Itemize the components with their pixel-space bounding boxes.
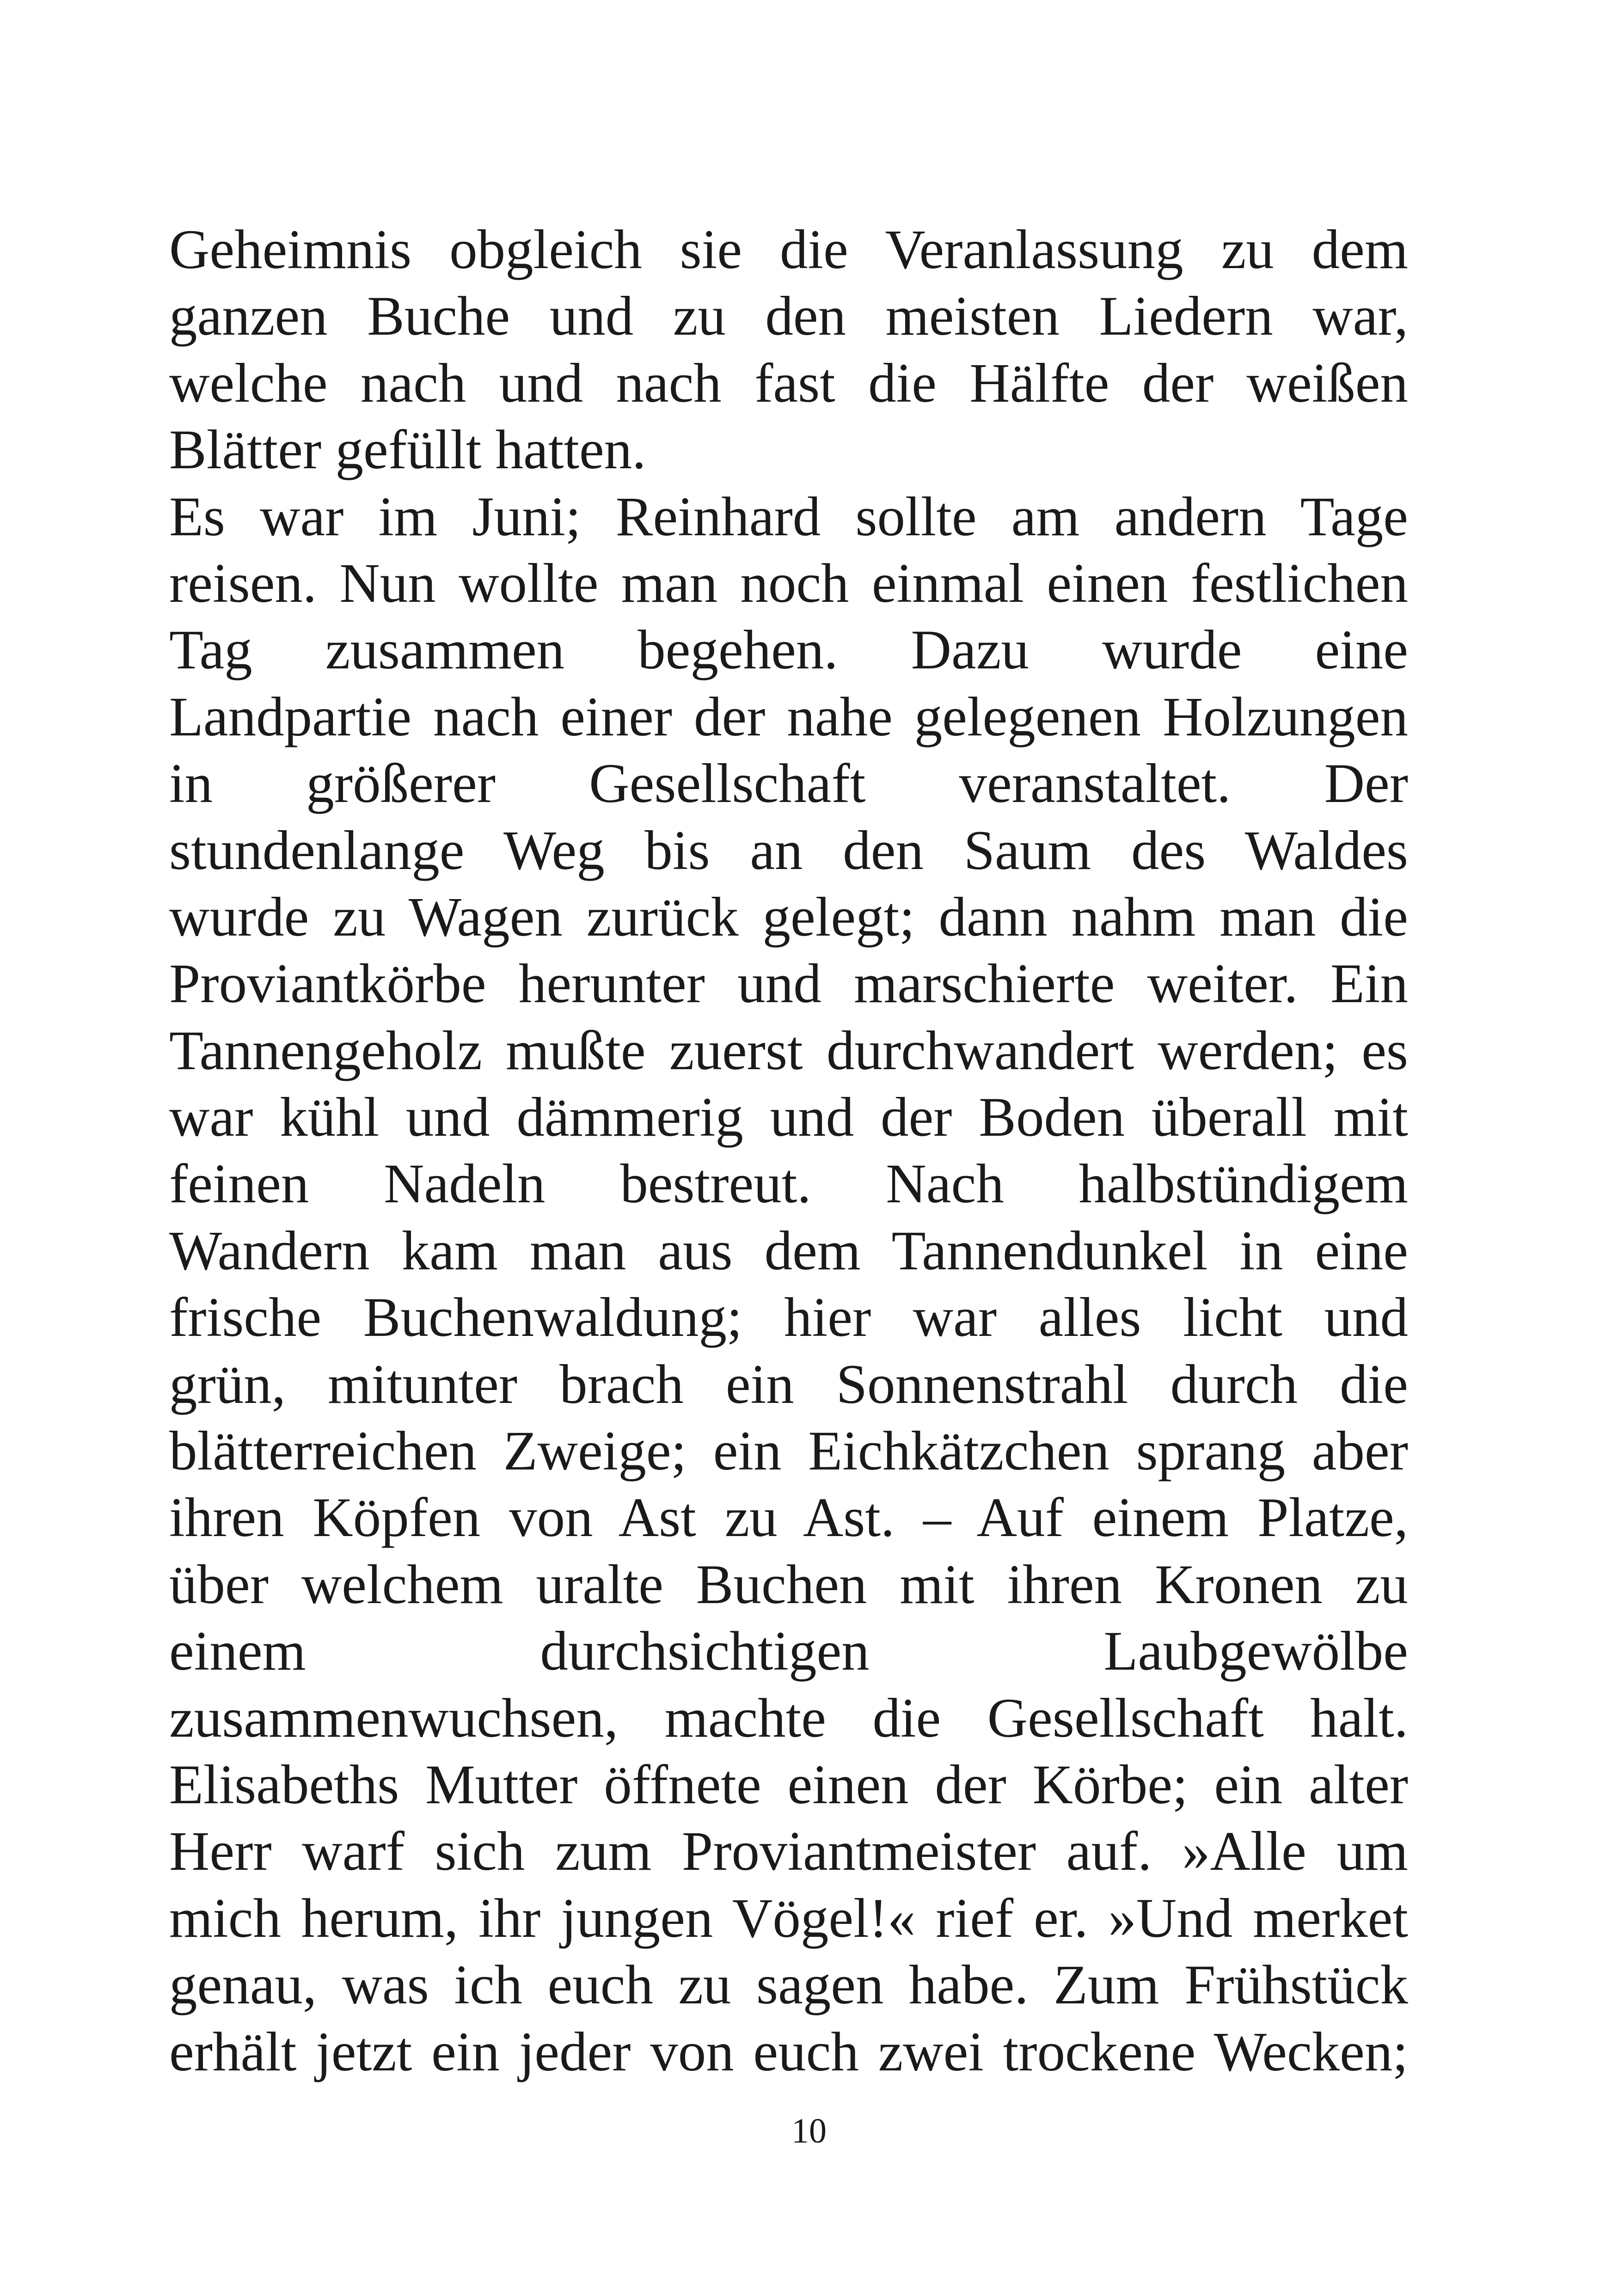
text-line-23: zusammenwuchsen, machte die Gesellschaft halt.	[169, 1687, 1408, 1749]
body-text	[169, 216, 1408, 2085]
text-line-14: war kühl und dämmerig und der Boden überall mit	[169, 1086, 1408, 1149]
text-line-25: Herr warf sich zum Proviantmeister auf. »Alle um	[169, 1820, 1408, 1883]
text-line-26: mich herum, ihr jungen Vögel!« rief er. »Und merket	[169, 1887, 1408, 1949]
text-line-5: Es war im Juni; Reinhard sollte am andern Tage	[169, 485, 1408, 548]
text-line-13: Tannengeholz mußte zuerst durchwandert werden; es	[169, 1019, 1408, 1082]
text-line-16: Wandern kam man aus dem Tannendunkel in eine	[169, 1219, 1408, 1282]
text-line-1: Geheimnis obgleich sie die Veranlassung zu dem	[169, 219, 1408, 281]
text-line-15: feinen Nadeln bestreut. Nach halbstündigem	[169, 1153, 1408, 1215]
text-line-10: stundenlange Weg bis an den Saum des Waldes	[169, 819, 1408, 882]
text-line-6: reisen. Nun wollte man noch einmal einen festlichen	[169, 552, 1408, 614]
text-line-12: Proviantkörbe herunter und marschierte weiter. Ein	[169, 953, 1408, 1015]
text-line-11: wurde zu Wagen zurück gelegt; dann nahm man die	[169, 886, 1408, 948]
text-line-18: grün, mitunter brach ein Sonnenstrahl durch die	[169, 1353, 1408, 1415]
text-line-28: erhält jetzt ein jeder von euch zwei trockene Wecken;	[169, 2020, 1408, 2083]
text-line-3: welche nach und nach fast die Hälfte der weißen	[169, 352, 1408, 414]
text-line-2: ganzen Buche und zu den meisten Liedern war,	[169, 285, 1408, 348]
text-line-8: Landpartie nach einer der nahe gelegenen Holzungen	[169, 686, 1408, 748]
text-line-19: blätterreichen Zweige; ein Eichkätzchen sprang aber	[169, 1420, 1408, 1482]
text-line-24: Elisabeths Mutter öffnete einen der Körbe; ein alter	[169, 1753, 1408, 1816]
text-line-27: genau, was ich euch zu sagen habe. Zum Frühstück	[169, 1954, 1408, 2016]
text-line-9: in größerer Gesellschaft veranstaltet. Der	[169, 753, 1408, 815]
text-line-20: ihren Köpfen von Ast zu Ast. – Auf einem Platze,	[169, 1487, 1408, 1549]
text-line-7: Tag zusammen begehen. Dazu wurde eine	[169, 619, 1408, 681]
page-number: 10	[791, 2112, 827, 2150]
text-line-4: Blätter gefüllt hatten.	[169, 419, 646, 481]
text-line-21: über welchem uralte Buchen mit ihren Kronen zu	[169, 1553, 1408, 1616]
text-line-17: frische Buchenwaldung; hier war alles licht und	[169, 1286, 1408, 1349]
text-line-22: einem durchsichtigen Laubgewölbe	[169, 1620, 1408, 1683]
